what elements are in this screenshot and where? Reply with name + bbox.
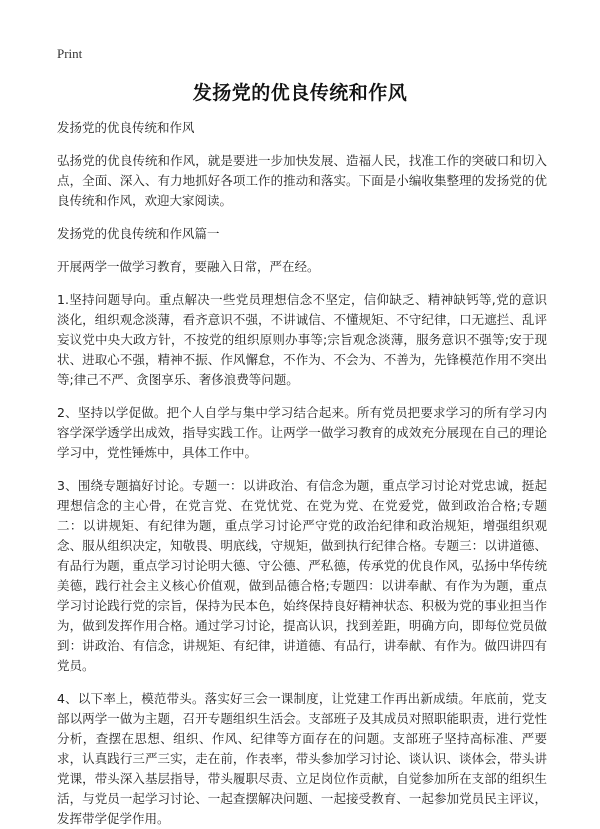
paragraph-intro: 弘扬党的优良传统和作风，就是要进一步加快发展、造福人民，找准工作的突破口和切入点，全面、深入、有力地抓好各项工作的推动和落实。下面是小编收集整理的发扬党的优良传统和作风，欢迎大家阅读。 xyxy=(57,153,547,208)
paragraph-lead: 开展两学一做学习教育，要融入日常，严在经。 xyxy=(57,259,320,274)
paragraph-subtitle: 发扬党的优良传统和作风 xyxy=(57,120,195,135)
paragraph-item-2: 2、坚持以学促做。把个人自学与集中学习结合起来。所有党员把要求学习的所有学习内容学深学透学出成效，指导实践工作。让两学一做学习教育的成效充分展现在自己的理论学习中，党性锤炼中，具体工作中。 xyxy=(57,405,547,460)
paragraph-item-4: 4、以下率上，模范带头。落实好三会一课制度，让党建工作再出新成绩。年底前，党支部以两学一做为主题，召开专题组织生活会。支部班子及其成员对照职能职责，进行党性分析，查摆在思想、组织、作风、纪律等方面存在的问题。支部班子坚持高标准、严要求，认真践行三严三实，走在前，作表率，带头参加学习讨论、谈认识、谈体会，带头讲党课，带头深入基层指导，带头履职尽责、立足岗位作贡献，自觉参加所在支部的组织生活，与党员一起学习讨论、一起查摆解决问题、一起接受教育、一起参加党员民主评议，发挥带学促学作用。 xyxy=(57,691,547,826)
paragraph-item-3: 3、围绕专题搞好讨论。专题一：以讲政治、有信念为题，重点学习讨论对党忠诚，挺起理想信念的主心骨，在党言党、在党忧党、在党为党、在党爱党，做到政治合格;专题二：以讲规矩、有纪律为题，重点学习讨论严守党的政治纪律和政治规矩，增强组织观念、服从组织决定，知敬畏、明底线，守规矩，做到执行纪律合格。专题三：以讲道德、有品行为题，重点学习讨论明大德、守公德、严私德，传承党的优良作风，弘扬中华传统美德，践行社会主义核心价值观，做到品德合格;专题四：以讲奉献、有作为为题，重点学习讨论践行党的宗旨，保持为民本色，始终保持良好精神状态、积极为党的事业担当作为，做到发挥作用合格。通过学习讨论，提高认识，找到差距，明确方向，即每位党员做到：讲政治、有信念，讲规矩、有纪律，讲道德、有品行，讲奉献、有作为。做四讲四有党员。 xyxy=(57,478,547,673)
page-title: 发扬党的优良传统和作风 xyxy=(192,82,408,104)
document-body xyxy=(57,118,547,829)
paragraph-section-heading: 发扬党的优良传统和作风篇一 xyxy=(57,226,220,241)
print-link[interactable]: Print xyxy=(57,46,83,61)
paragraph-item-1: 1.坚持问题导向。重点解决一些党员理想信念不坚定，信仰缺乏、精神缺钙等,党的意识淡化，组织观念淡薄，看齐意识不强，不讲诚信、不懂规矩、不守纪律，口无遮拦、乱评妄议党中央大政方针，不按党的组织原则办事等;宗旨观念淡薄，服务意识不强等;安于现状、进取心不强，精神不振、作风懈怠，不作为、不会为、不善为，先锋模范作用不突出等;律己不严、贪图享乐、奢侈浪费等问题。 xyxy=(57,292,547,387)
